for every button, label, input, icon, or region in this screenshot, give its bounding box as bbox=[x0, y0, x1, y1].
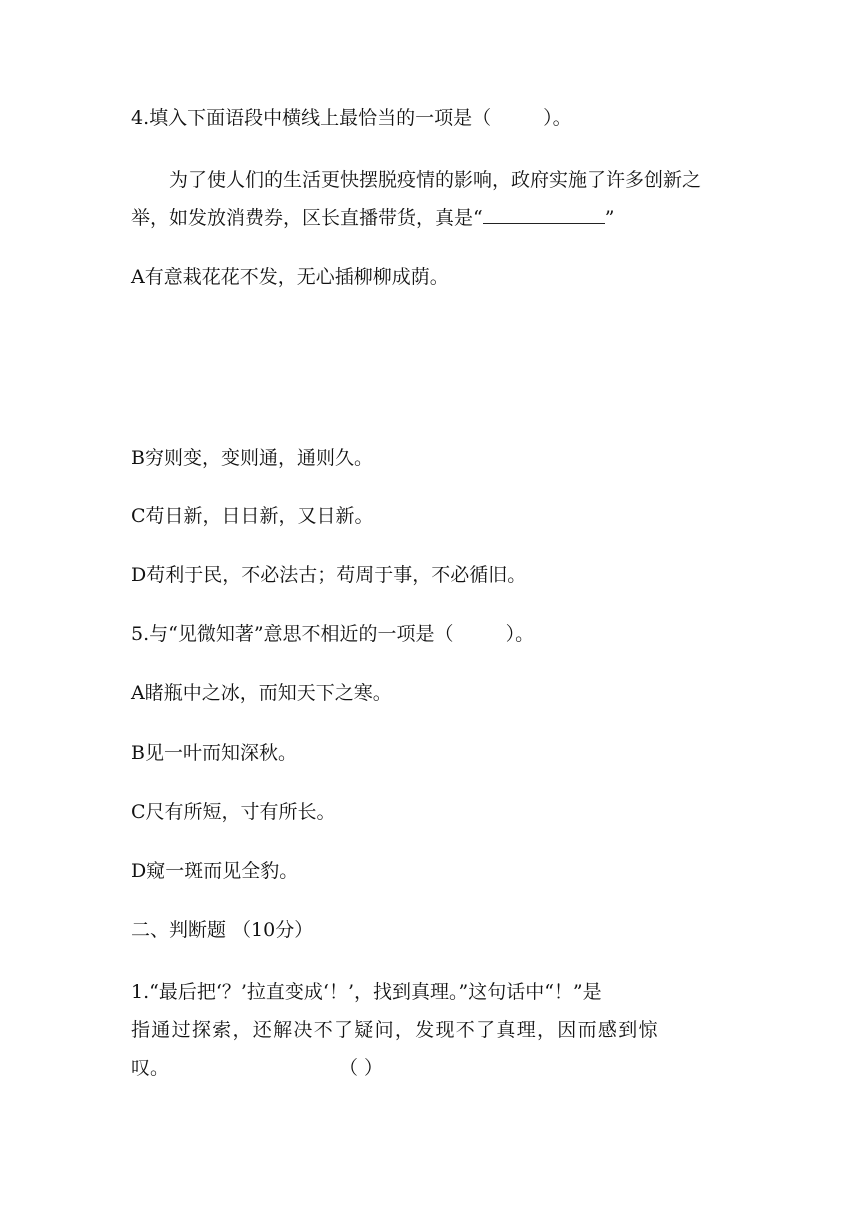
question-4-passage-line-1: 为了使人们的生活更快摆脱疫情的影响，政府实施了许多创新之 bbox=[169, 169, 702, 191]
judgment-1-line-3-text: 叹。 bbox=[131, 1057, 170, 1079]
question-4-stem bbox=[131, 106, 572, 130]
judgment-1-line-2: 指通过探索，还解决不了疑问，发现不了真理，因而感到惊 bbox=[131, 1019, 659, 1041]
question-4-passage-text: 举，如发放消费券，区长直播带货，真是“ bbox=[131, 207, 483, 229]
fill-in-blank bbox=[483, 209, 605, 224]
question-5-option-b: B见一叶而知深秋。 bbox=[131, 742, 297, 764]
question-5-option-d: D窥一斑而见全豹。 bbox=[131, 860, 299, 882]
question-5-option-c: C尺有所短，寸有所长。 bbox=[131, 801, 336, 823]
question-5-stem-text: 5.与“见微知著”意思不相近的一项是（ bbox=[131, 623, 454, 645]
judgment-1-line-3 bbox=[131, 1056, 383, 1080]
question-4-stem-end: ）。 bbox=[543, 107, 572, 129]
question-4-option-a: A有意栽花花不发，无心插柳柳成荫。 bbox=[131, 266, 449, 288]
question-4-passage-end: ” bbox=[604, 207, 615, 229]
question-5-stem-end: ）。 bbox=[505, 623, 535, 645]
question-4-option-d: D苟利于民，不必法古；苟周于事，不必循旧。 bbox=[131, 564, 527, 586]
judgment-1-line-1: 1.“最后把‘？’拉直变成‘！’，找到真理。”这句话中“！”是 bbox=[131, 981, 602, 1003]
judgment-1-answer-paren: （ ） bbox=[339, 1057, 384, 1079]
question-5-stem bbox=[131, 622, 534, 646]
question-4-option-c: C苟日新，日日新，又日新。 bbox=[131, 505, 374, 527]
question-4-stem-text: 4.填入下面语段中横线上最恰当的一项是（ bbox=[131, 107, 492, 129]
question-5-option-a: A睹瓶中之冰，而知天下之寒。 bbox=[131, 682, 392, 704]
question-4-passage-line-2 bbox=[131, 206, 614, 230]
section-2-heading: 二、判断题 （10分） bbox=[131, 919, 314, 941]
question-4-option-b: B穷则变，变则通，通则久。 bbox=[131, 447, 373, 469]
